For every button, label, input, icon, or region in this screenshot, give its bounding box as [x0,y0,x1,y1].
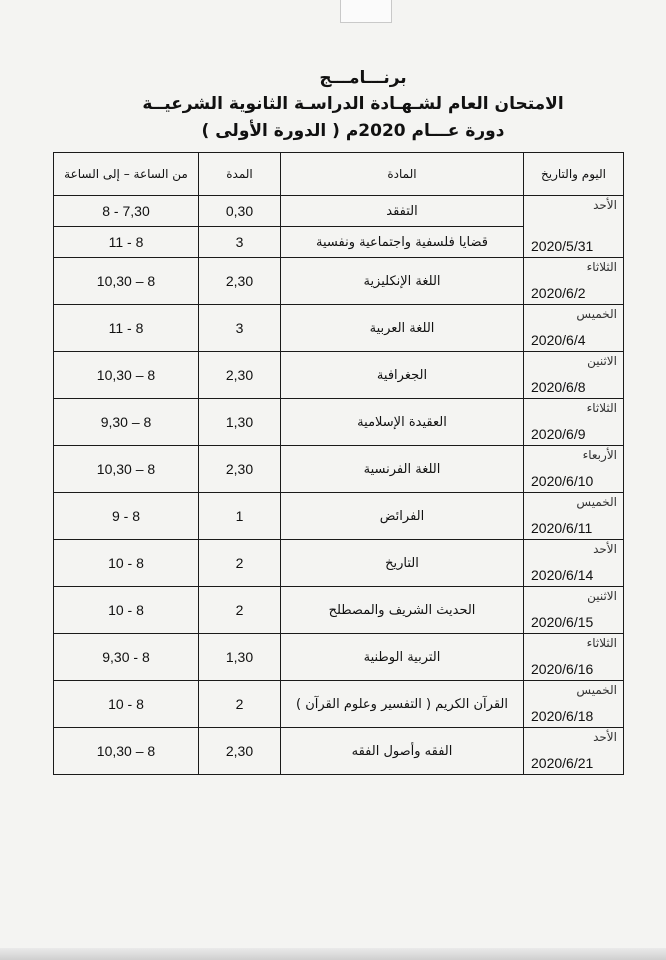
subject-cell: الجغرافية [281,352,524,399]
time-cell: 9 - 8 [54,493,199,540]
time-cell: 10,30 – 8 [54,446,199,493]
subject-cell: التربية الوطنية [281,634,524,681]
exam-date: 2020/6/8 [531,379,586,395]
subject-cell: التفقد [281,196,524,227]
day-name: الأحد [593,542,617,556]
day-name: الثلاثاء [586,260,617,274]
table-row [54,634,624,681]
day-name: الخميس [576,495,617,509]
exam-subtitle: الامتحان العام لشـهـادة الدراسـة الثانوية الشرعيــة [142,94,564,114]
day-name: الأحد [593,730,617,744]
subject-cell: الفقه وأصول الفقه [281,728,524,775]
exam-date: 2020/6/10 [531,473,594,489]
bottom-edge [0,948,666,960]
exam-date: 2020/6/21 [531,755,594,771]
header-duration: المدة [199,153,281,196]
exam-schedule-table [53,152,624,775]
exam-date: 2020/5/31 [531,238,594,254]
subject-cell: اللغة العربية [281,305,524,352]
duration-cell: 0,30 [199,196,281,227]
time-cell: 10,30 – 8 [54,728,199,775]
subject-cell: اللغة الفرنسية [281,446,524,493]
exam-date: 2020/6/4 [531,332,586,348]
day-name: الاثنين [587,589,617,603]
day-date-cell [524,399,624,446]
table-row [54,587,624,634]
table-row [54,258,624,305]
subject-cell: القرآن الكريم ( التفسير وعلوم القرآن ) [281,681,524,728]
day-date-cell [524,681,624,728]
table-row [54,728,624,775]
subject-cell: الفرائض [281,493,524,540]
day-date-cell [524,493,624,540]
duration-cell: 1,30 [199,399,281,446]
duration-cell: 2,30 [199,728,281,775]
duration-cell: 2 [199,587,281,634]
day-date-cell [524,196,624,258]
day-date-cell [524,634,624,681]
time-cell: 9,30 - 8 [54,634,199,681]
table-row [54,493,624,540]
header-date: اليوم والتاريخ [524,153,624,196]
duration-cell: 2 [199,681,281,728]
time-cell: 10 - 8 [54,540,199,587]
program-title: برنـــامـــج [319,68,407,88]
day-name: الاثنين [587,354,617,368]
duration-cell: 3 [199,227,281,258]
table-row [54,352,624,399]
day-name: الخميس [576,683,617,697]
day-date-cell [524,728,624,775]
duration-cell: 1 [199,493,281,540]
time-cell: 11 - 8 [54,305,199,352]
duration-cell: 2,30 [199,446,281,493]
table-row [54,399,624,446]
day-date-cell [524,352,624,399]
day-date-cell [524,540,624,587]
subject-cell: الحديث الشريف والمصطلح [281,587,524,634]
subject-cell: اللغة الإنكليزية [281,258,524,305]
header-subject: المادة [281,153,524,196]
exam-date: 2020/6/11 [531,520,593,536]
day-name: الأربعاء [582,448,617,462]
day-date-cell [524,587,624,634]
table-row [54,196,624,227]
day-name: الأحد [593,198,617,212]
top-partial-box [340,0,392,23]
time-cell: 10,30 – 8 [54,258,199,305]
time-cell: 9,30 – 8 [54,399,199,446]
exam-date: 2020/6/14 [531,567,594,583]
table-header-row [54,153,624,196]
exam-date: 2020/6/9 [531,426,586,442]
table-row [54,446,624,493]
duration-cell: 2,30 [199,352,281,399]
session-title: دورة عـــام 2020م ( الدورة الأولى ) [201,121,505,141]
exam-date: 2020/6/18 [531,708,594,724]
day-name: الثلاثاء [586,401,617,415]
header-time: من الساعة – إلى الساعة [54,153,199,196]
time-cell: 8 - 7,30 [54,196,199,227]
table-row [54,540,624,587]
time-cell: 10 - 8 [54,681,199,728]
day-date-cell [524,258,624,305]
duration-cell: 2 [199,540,281,587]
duration-cell: 3 [199,305,281,352]
duration-cell: 2,30 [199,258,281,305]
time-cell: 11 - 8 [54,227,199,258]
subject-cell: العقيدة الإسلامية [281,399,524,446]
exam-date: 2020/6/2 [531,285,586,301]
day-date-cell [524,446,624,493]
time-cell: 10 - 8 [54,587,199,634]
table-row [54,305,624,352]
exam-date: 2020/6/16 [531,661,594,677]
table-row [54,681,624,728]
subject-cell: قضايا فلسفية واجتماعية ونفسية [281,227,524,258]
day-name: الخميس [576,307,617,321]
duration-cell: 1,30 [199,634,281,681]
time-cell: 10,30 – 8 [54,352,199,399]
exam-date: 2020/6/15 [531,614,594,630]
day-date-cell [524,305,624,352]
subject-cell: التاريخ [281,540,524,587]
day-name: الثلاثاء [586,636,617,650]
